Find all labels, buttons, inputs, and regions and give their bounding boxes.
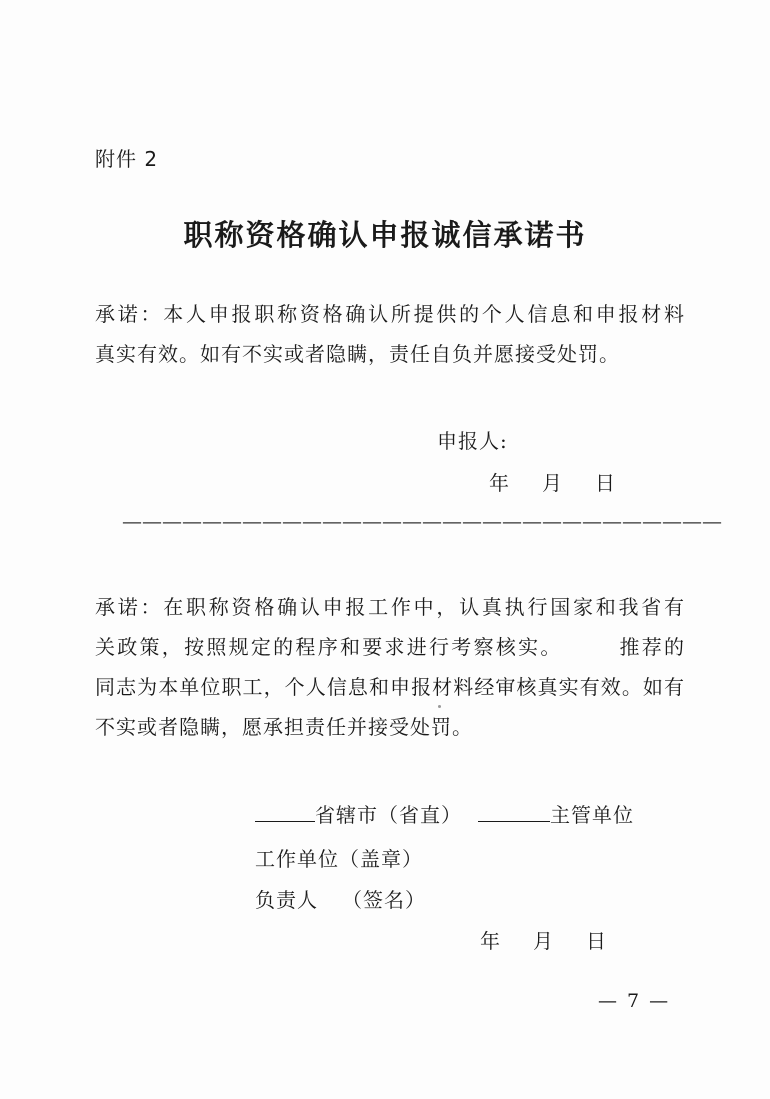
signature-note: （签名） — [342, 888, 426, 912]
year-label: 年 — [489, 471, 510, 495]
attachment-label: 附件 2 — [95, 147, 159, 171]
unit-commitment — [95, 587, 685, 747]
supervisor-suffix: 主管单位 — [550, 803, 634, 827]
document-title: 职称资格确认申报诚信承诺书 — [183, 218, 587, 252]
commitment-line: 真实有效。如有不实或者隐瞒，责任自负并愿接受处罚。 — [95, 342, 620, 366]
commitment-line: 不实或者隐瞒，愿承担责任并接受处罚。 — [95, 715, 473, 739]
applicant-signature-label: 申报人: — [437, 429, 508, 453]
applicant-date — [489, 467, 616, 496]
work-unit-line: 工作单位（盖章） — [255, 847, 423, 871]
responsible-person-line — [255, 884, 426, 913]
commitment-line: 承诺：本人申报职称资格确认所提供的个人信息和申报材料 — [95, 302, 685, 326]
day-label: 日 — [586, 929, 607, 953]
unit-city-line — [255, 799, 634, 828]
commitment-line: 承诺：在职称资格确认申报工作中，认真执行国家和我省有 — [95, 595, 685, 619]
commitment-line: 关政策，按照规定的程序和要求进行考察核实。 推荐的 — [95, 635, 685, 659]
city-blank — [255, 803, 315, 822]
day-label: 日 — [595, 471, 616, 495]
page-number: — 7 — — [598, 990, 671, 1012]
month-label: 月 — [533, 929, 554, 953]
supervisor-blank — [478, 803, 550, 822]
month-label: 月 — [542, 471, 563, 495]
commitment-line: 同志为本单位职工，个人信息和申报材料经审核真实有效。如有 — [95, 675, 685, 699]
year-label: 年 — [480, 929, 501, 953]
responsible-person-label: 负责人 — [255, 888, 318, 912]
unit-date — [480, 925, 607, 954]
city-suffix: 省辖市（省直） — [315, 803, 462, 827]
section-divider: —————————————————————————————— — [122, 509, 722, 533]
scan-speck — [438, 705, 441, 708]
applicant-commitment — [95, 294, 685, 374]
